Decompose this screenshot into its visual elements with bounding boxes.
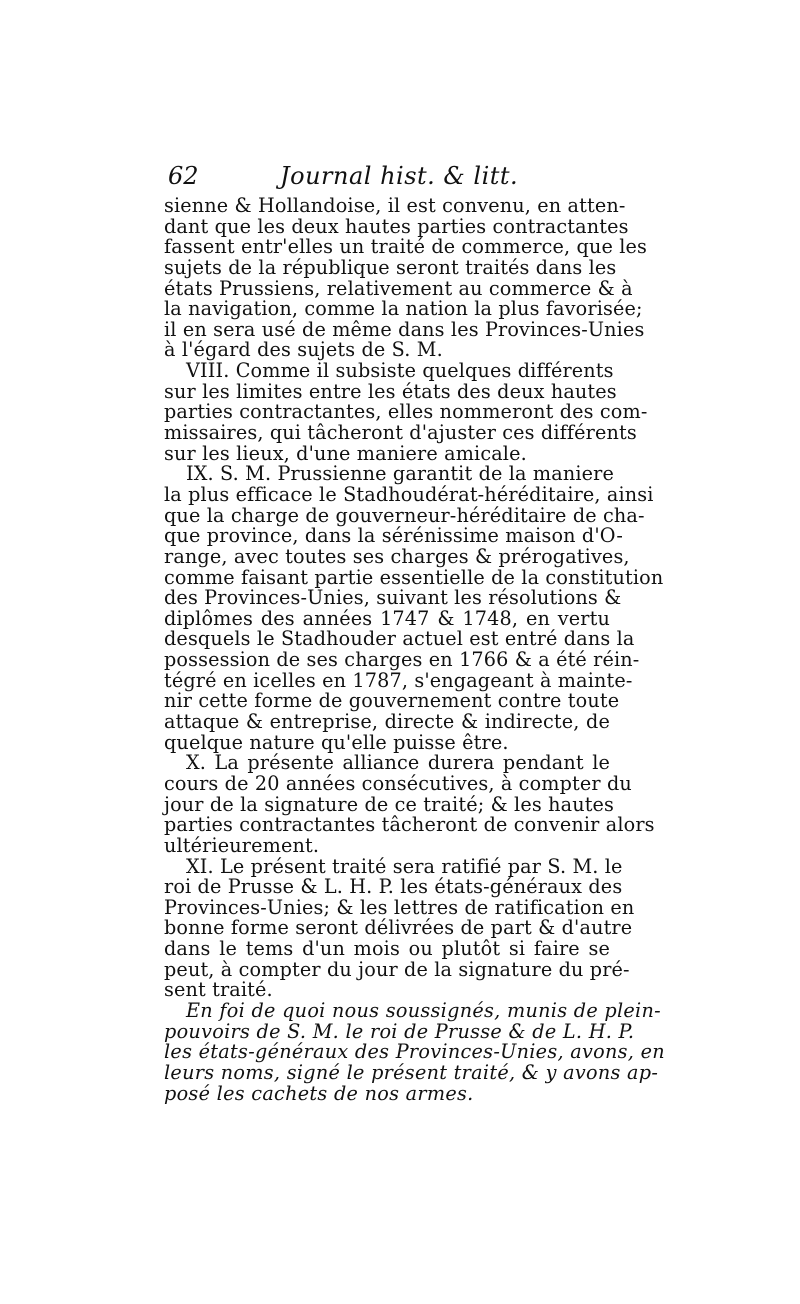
text-line: XI. Le présent traité sera ratifié par S. M. le (186, 854, 623, 878)
text-line: quelque nature qu'elle puisse être. (164, 730, 509, 754)
text-line: sur les limites entre les états des deux hautes (164, 379, 617, 403)
text-line: cours de 20 années consécutives, à compter du (164, 771, 632, 795)
text-line: range, avec toutes ses charges & prérogatives, (164, 544, 630, 568)
page-body (164, 194, 665, 1105)
text-line: fassent entr'elles un traité de commerce, que les (164, 235, 648, 259)
paragraph-article-xi (164, 854, 635, 1002)
text-line: roi de Prusse & L. H. P. les états-généraux des (164, 875, 623, 899)
text-line: leurs noms, signé le présent traité, & y avons ap- (164, 1060, 659, 1084)
text-line: les états-généraux des Provinces-Unies, avons, en (164, 1040, 665, 1064)
text-line: IX. S. M. Prussienne garantit de la maniere (186, 462, 614, 486)
text-line: sujets de la république seront traités dans les (164, 255, 617, 279)
text-line: attaque & entreprise, directe & indirecte, de (164, 710, 610, 734)
text-line: pouvoirs de S. M. le roi de Prusse & de L. H. P. (164, 1019, 635, 1043)
text-line: que province, dans la sérénissime maison d'O- (164, 524, 623, 548)
text-line: possession de ses charges en 1766 & a été réin- (164, 648, 640, 672)
text-line: que la charge de gouverneur-héréditaire de cha- (164, 503, 645, 527)
paragraph-continuation (164, 194, 648, 362)
text-line: desquels le Stadhouder actuel est entré dans la (164, 627, 635, 651)
text-line: sienne & Hollandoise, il est convenu, en atten- (164, 194, 626, 217)
text-line: la plus efficace le Stadhoudérat-héréditaire, ainsi (164, 482, 654, 506)
paragraph-article-ix (164, 462, 664, 754)
text-line: la navigation, comme la nation la plus favorisée; (164, 297, 643, 321)
text-line: En foi de quoi nous soussignés, munis de plein- (186, 998, 661, 1022)
text-line: jour de la signature de ce traité; & les hautes (164, 792, 615, 816)
text-line: sur les lieux, d'une maniere amicale. (164, 441, 527, 465)
text-line: dans le tems d'un mois ou plutôt si faire se (164, 937, 610, 961)
text-line: tégré en icelles en 1787, s'engageant à mainte- (164, 668, 633, 692)
text-line: comme faisant partie essentielle de la constitution (164, 565, 664, 589)
paragraph-closing-formula (164, 998, 665, 1105)
text-line: diplômes des années 1747 & 1748, en vertu (164, 606, 610, 630)
text-line: posé les cachets de nos armes. (164, 1081, 474, 1105)
text-line: des Provinces-Unies, suivant les résolutions & (164, 586, 622, 610)
page-number: 62 (168, 162, 199, 190)
text-line: Provinces-Unies; & les lettres de ratification en (164, 895, 635, 919)
text-line: ultérieurement. (164, 833, 320, 857)
text-line: parties contractantes, elles nommeront des com- (164, 400, 648, 424)
paragraph-article-x (164, 751, 655, 857)
text-line: à l'égard des sujets de S. M. (164, 338, 443, 362)
text-line: il en sera usé de même dans les Provinces-Unies (164, 317, 645, 341)
text-line: bonne forme seront délivrées de part & d'autre (164, 916, 633, 940)
page-header (168, 160, 608, 192)
text-line: VIII. Comme il subsiste quelques différents (186, 359, 614, 383)
text-line: missaires, qui tâcheront d'ajuster ces différents (164, 421, 637, 445)
text-line: peut, à compter du jour de la signature du pré- (164, 957, 630, 981)
paragraph-article-viii (164, 359, 648, 465)
running-head: Journal hist. & litt. (280, 162, 519, 190)
text-line: parties contractantes tâcheront de convenir alors (164, 813, 655, 837)
text-line: sent traité. (164, 978, 273, 1002)
text-line: X. La présente alliance durera pendant le (186, 751, 610, 775)
text-line: états Prussiens, relativement au commerce & à (164, 276, 633, 300)
text-line: dant que les deux hautes parties contractantes (164, 214, 629, 238)
text-line: nir cette forme de gouvernement contre toute (164, 689, 620, 713)
